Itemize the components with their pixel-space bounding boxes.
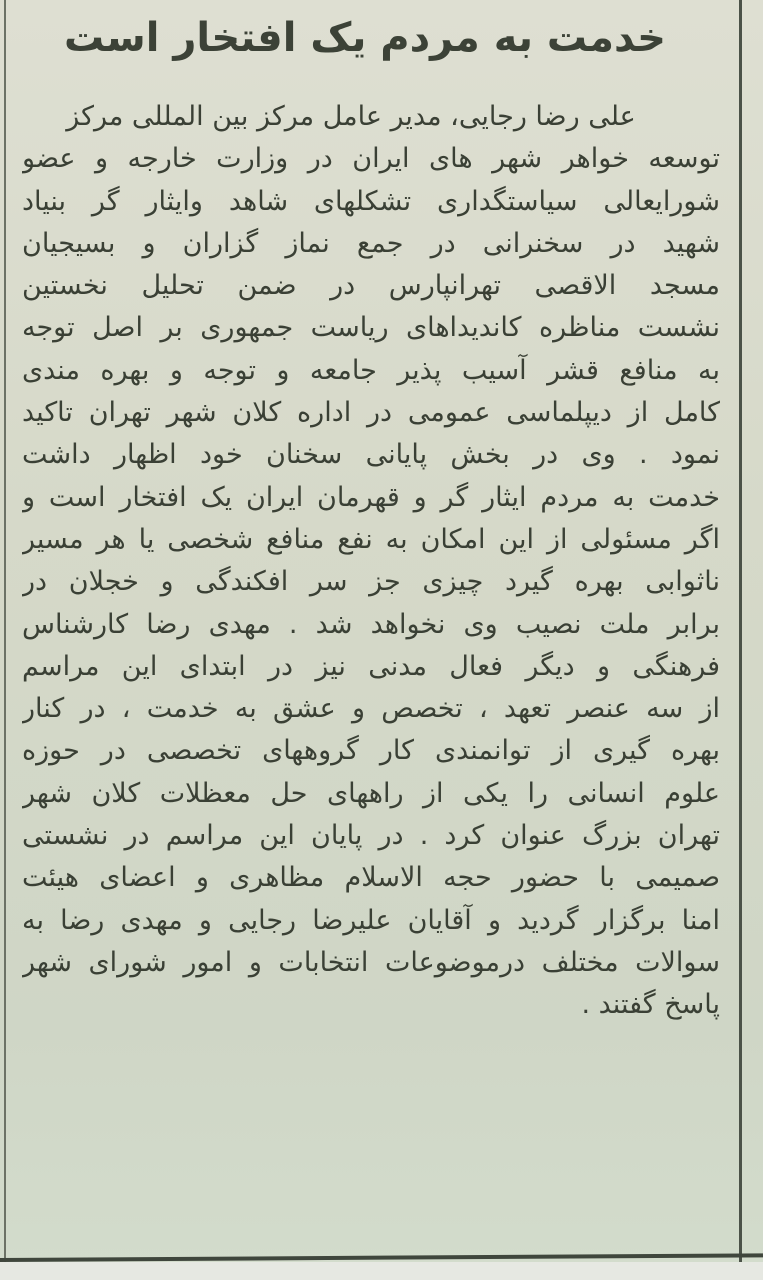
- article-line: توسعه خواهر شهر های ایران در وزارت خارجه و عضو: [22, 143, 720, 175]
- article-line: امنا برگزار گردید و آقایان علیرضا رجایی و مهدی رضا به: [22, 904, 720, 936]
- article-line: مسجد الاقصی تهرانپارس در ضمن تحلیل نخستین: [22, 270, 720, 302]
- article-line: اگر مسئولی از این امکان به نفع منافع شخصی یا هر مسیر: [22, 523, 720, 555]
- article-line: فرهنگی و دیگر فعال مدنی نیز در ابتدای این مراسم: [22, 650, 720, 682]
- article-line: کامل از دیپلماسی عمومی در اداره کلان شهر تهران تاکید: [22, 397, 720, 429]
- right-column-rule: [739, 0, 742, 1262]
- article-line: شورایعالی سیاستگداری تشکلهای شاهد وایثار گر بنیاد: [22, 185, 720, 217]
- article-line: سوالات مختلف درموضوعات انتخابات و امور شورای شهر: [22, 946, 720, 978]
- article-headline: خدمت به مردم یک افتخار است: [64, 15, 666, 61]
- article-line: به منافع قشر آسیب پذیر جامعه و توجه و بهره مندی: [22, 354, 720, 386]
- article-line: علی رضا رجایی، مدیر عامل مرکز بین المللی مرکز: [66, 101, 636, 132]
- article-body: [22, 96, 720, 1027]
- page-margin-below: [0, 1262, 763, 1280]
- article-line: برابر ملت نصیب وی نخواهد شد . مهدی رضا کارشناس: [22, 608, 720, 640]
- article-line: بهره گیری از توانمندی کار گروههای تخصصی در حوزه: [22, 735, 720, 767]
- article-line: از سه عنصر تعهد ، تخصص و عشق به خدمت ، در کنار: [22, 693, 720, 725]
- article-line: ناثوابی بهره گیرد چیزی جز سر افکندگی و خجلان در: [22, 566, 720, 598]
- article-line: علوم انسانی را یکی از راههای حل معظلات کلان شهر: [22, 777, 720, 809]
- bottom-rule: [0, 1253, 763, 1262]
- article-line: شهید در سخنرانی در جمع نماز گزاران و بسیجیان: [22, 227, 720, 259]
- article-line: خدمت به مردم ایثار گر و قهرمان ایران یک افتخار است و: [22, 481, 720, 513]
- article-line: نشست مناظره کاندیداهای ریاست جمهوری بر اصل توجه: [22, 312, 720, 344]
- left-column-rule: [4, 0, 6, 1262]
- article-line: تهران بزرگ عنوان کرد . در پایان این مراسم در نشستی: [22, 820, 720, 852]
- article-line: نمود . وی در بخش پایانی سخنان خود اظهار داشت: [22, 439, 720, 471]
- article-line: صمیمی با حضور حجه الاسلام مظاهری و اعضای هیئت: [22, 862, 720, 894]
- article-line: پاسخ گفتند .: [581, 989, 720, 1021]
